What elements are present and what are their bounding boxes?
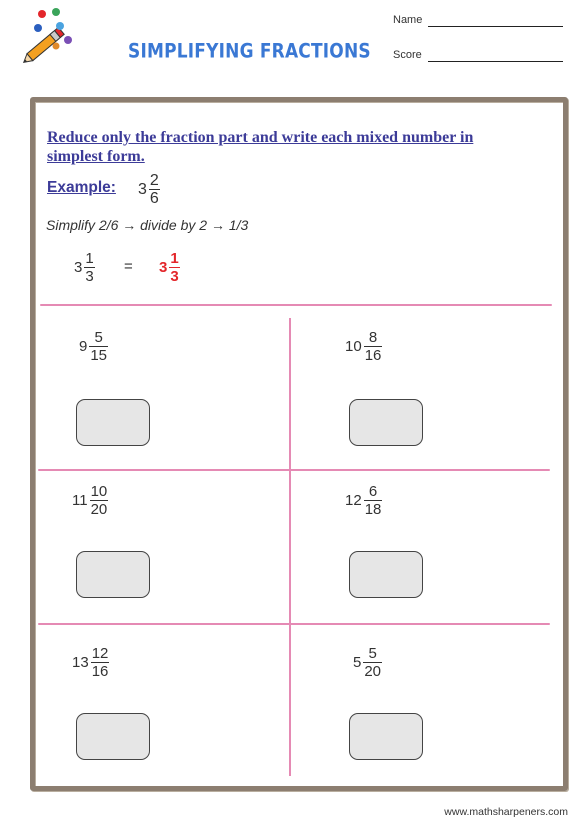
whole-number: 3 xyxy=(74,259,83,276)
divider-horizontal-middle xyxy=(38,469,550,471)
score-field[interactable] xyxy=(428,61,563,62)
numerator: 2 xyxy=(149,172,159,189)
answer-box-1[interactable] xyxy=(76,399,150,446)
answer-box-4[interactable] xyxy=(349,551,423,598)
divider-horizontal-bottom xyxy=(38,623,550,625)
problem-2 xyxy=(345,329,382,364)
problem-4 xyxy=(345,483,382,518)
answer-box-2[interactable] xyxy=(349,399,423,446)
denominator: 16 xyxy=(364,347,382,364)
divider-vertical xyxy=(289,318,291,776)
footer-website: www.mathsharpeners.com xyxy=(444,806,568,818)
whole-number: 9 xyxy=(79,338,88,355)
numerator: 1 xyxy=(85,250,94,267)
problem-5 xyxy=(72,645,109,680)
worksheet-title: SIMPLIFYING FRACTIONS xyxy=(128,40,371,63)
problem-6 xyxy=(353,645,382,680)
answer-box-5[interactable] xyxy=(76,713,150,760)
numerator: 5 xyxy=(368,645,377,662)
denominator: 6 xyxy=(149,190,159,207)
example-step xyxy=(74,250,95,285)
divider-horizontal-top xyxy=(40,304,552,306)
denominator: 20 xyxy=(364,663,382,680)
problem-1 xyxy=(79,329,108,364)
denominator: 18 xyxy=(364,501,382,518)
numerator: 8 xyxy=(368,329,378,346)
name-field[interactable] xyxy=(428,26,563,27)
whole-number: 10 xyxy=(345,338,362,355)
example-label: Example: xyxy=(47,179,116,196)
numerator: 5 xyxy=(94,329,103,346)
whole-number: 13 xyxy=(72,654,89,671)
pencil-logo-icon xyxy=(16,6,86,66)
whole-number: 11 xyxy=(72,492,88,509)
example-simplify-text: Simplify 2/6 → divide by 2 → 1/3 xyxy=(46,217,249,233)
denominator: 3 xyxy=(170,268,179,285)
example-answer xyxy=(159,250,180,285)
numerator: 6 xyxy=(368,483,378,500)
answer-box-6[interactable] xyxy=(349,713,423,760)
example-problem xyxy=(138,172,160,207)
denominator: 16 xyxy=(91,663,109,680)
whole-number: 3 xyxy=(159,259,168,276)
instructions: Reduce only the fraction part and write each mixed number in simplest form. xyxy=(47,129,474,165)
whole-number: 3 xyxy=(138,180,147,198)
answer-box-3[interactable] xyxy=(76,551,150,598)
numerator: 12 xyxy=(91,645,109,662)
numerator: 1 xyxy=(170,250,179,267)
denominator: 20 xyxy=(90,501,108,518)
problem-3 xyxy=(72,483,108,518)
score-label: Score xyxy=(393,49,422,61)
name-label: Name xyxy=(393,14,423,26)
denominator: 3 xyxy=(85,268,94,285)
whole-number: 12 xyxy=(345,492,362,509)
numerator: 10 xyxy=(90,483,108,500)
equals-sign: = xyxy=(124,258,133,275)
whole-number: 5 xyxy=(353,654,362,671)
denominator: 15 xyxy=(90,347,108,364)
